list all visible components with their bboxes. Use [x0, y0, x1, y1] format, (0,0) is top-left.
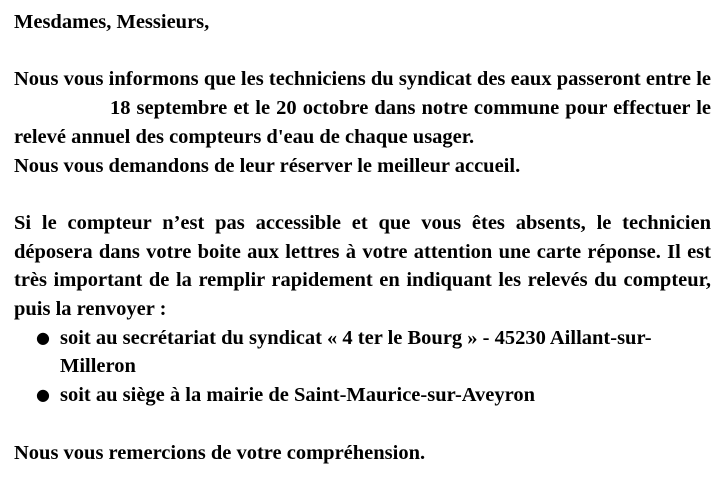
blank-line — [14, 37, 711, 66]
option-text-secretariat: soit au secrétariat du syndicat « 4 ter le Bourg » - 45230 Aillant-sur-Milleron — [60, 326, 652, 378]
blank-line — [14, 410, 711, 439]
salutation: Mesdames, Messieurs, — [14, 11, 210, 33]
closing-line: Nous vous remercions de votre compréhension. — [14, 441, 426, 464]
list-item — [14, 381, 711, 410]
bullet-icon: ● — [36, 385, 50, 405]
bullet-icon: ● — [36, 327, 50, 347]
list-item — [14, 324, 711, 381]
intro-text-start: Nous vous informons que les techniciens du syndicat des eaux passeront entre le — [14, 68, 711, 91]
return-options-list — [14, 324, 711, 410]
request-paragraph: Nous vous demandons de leur réserver le meilleur accueil. — [14, 154, 521, 177]
option-text-mairie: soit au siège à la mairie de Saint-Maurice-sur-Aveyron — [60, 384, 536, 407]
blank-line — [14, 180, 711, 209]
intro-text-end: 18 septembre et le 20 octobre dans notre commune pour effectuer le relevé annuel des compteurs d'eau de chaque usager. — [14, 97, 711, 148]
instructions-paragraph: Si le compteur n’est pas accessible et que vous êtes absents, le technicien déposera dans votre boite aux lettres à votre attention une carte réponse. Il est très important de la remplir rapidement en indiquant les relevés du compteur, puis la renvoyer : — [14, 211, 711, 320]
intro-paragraph — [14, 65, 711, 151]
